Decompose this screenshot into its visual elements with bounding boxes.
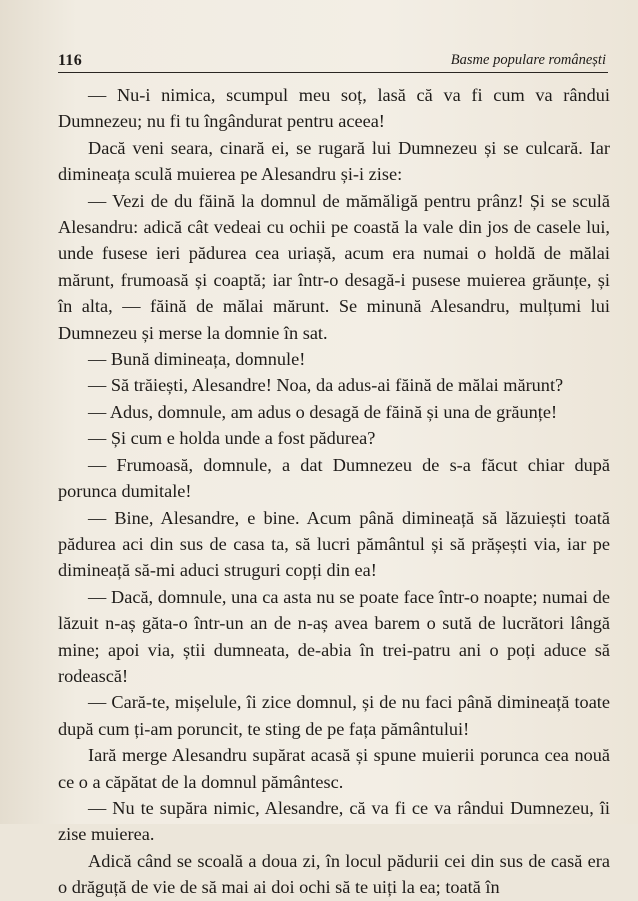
paragraph: — Vezi de du făină la domnul de mămăligă pentru prânz! Și se sculă Alesandru: adică cât vedeai cu ochii pe coastă la vale din jos de casele lui, unde fusese ieri pădurea cea uriașă, acum era numai o holdă de mălai mărunt, frumoasă și coaptă; iar într-o desagă-i pusese muierea grăunțe, și în alta, — făină de mălai mărunt. Se minună Alesandru, mulțumi lui Dumnezeu și merse la domnie în sat. (58, 190, 610, 343)
paragraph: — Cară-te, mișelule, îi zice domnul, și de nu faci până dimineață toate după cum ți-am poruncit, te sting de pe fața pământului! (58, 692, 610, 739)
paragraph: Adică când se scoală a doua zi, în locul pădurii cei din sus de casă era o drăguță de vie de să mai ai doi ochi să te uiți la ea; toată în (58, 850, 610, 898)
paragraph: — Adus, domnule, am adus o desagă de făină și una de grăunțe! (88, 401, 558, 422)
paragraph: Iară merge Alesandru supărat acasă și spune muierii porunca cea nouă ce o a căpătat de la domnul pământesc. (58, 745, 610, 792)
running-title: Basme populare românești (450, 52, 606, 68)
paragraph: Dacă veni seara, cinară ei, se rugară lui Dumnezeu și se culcară. Iar dimineața sculă muierea pe Alesandru și-i zise: (58, 137, 610, 185)
page-number: 116 (58, 52, 83, 69)
paragraph: — Nu te supăra nimic, Alesandre, că va fi ce va rândui Dumnezeu, îi zise muierea. (58, 797, 610, 845)
paragraph: — Să trăiești, Alesandre! Noa, da adus-ai făină de mălai mărunt? (88, 375, 564, 396)
paragraph: — Frumoasă, domnule, a dat Dumnezeu de s-a făcut chiar după porunca dumitale! (58, 454, 610, 502)
body-text (58, 82, 610, 901)
page-header (58, 46, 608, 73)
paragraph: — Bine, Alesandre, e bine. Acum până dimineață să lăzuiești toată pădurea aci din sus de casa ta, să lucri pământul și să prășești via, iar pe dimineață să-mi aduci struguri copți din ea! (58, 507, 610, 581)
paragraph: — Nu-i nimica, scumpul meu soț, lasă că va fi cum va rândui Dumnezeu; nu fi tu îngândurat pentru aceea! (58, 85, 610, 132)
paragraph: — Dacă, domnule, una ca asta nu se poate face într-o noapte; numai de lăzuit n-aș găta-o într-un an de n-aș avea barem o sută de lucrători lângă mine; apoi via, știi dumneata, de-abia în trei-patru ani o poți aduce să rodească! (58, 586, 610, 686)
paragraph: — Bună dimineața, domnule! (88, 349, 306, 370)
paragraph: — Și cum e holda unde a fost pădurea? (88, 428, 376, 449)
